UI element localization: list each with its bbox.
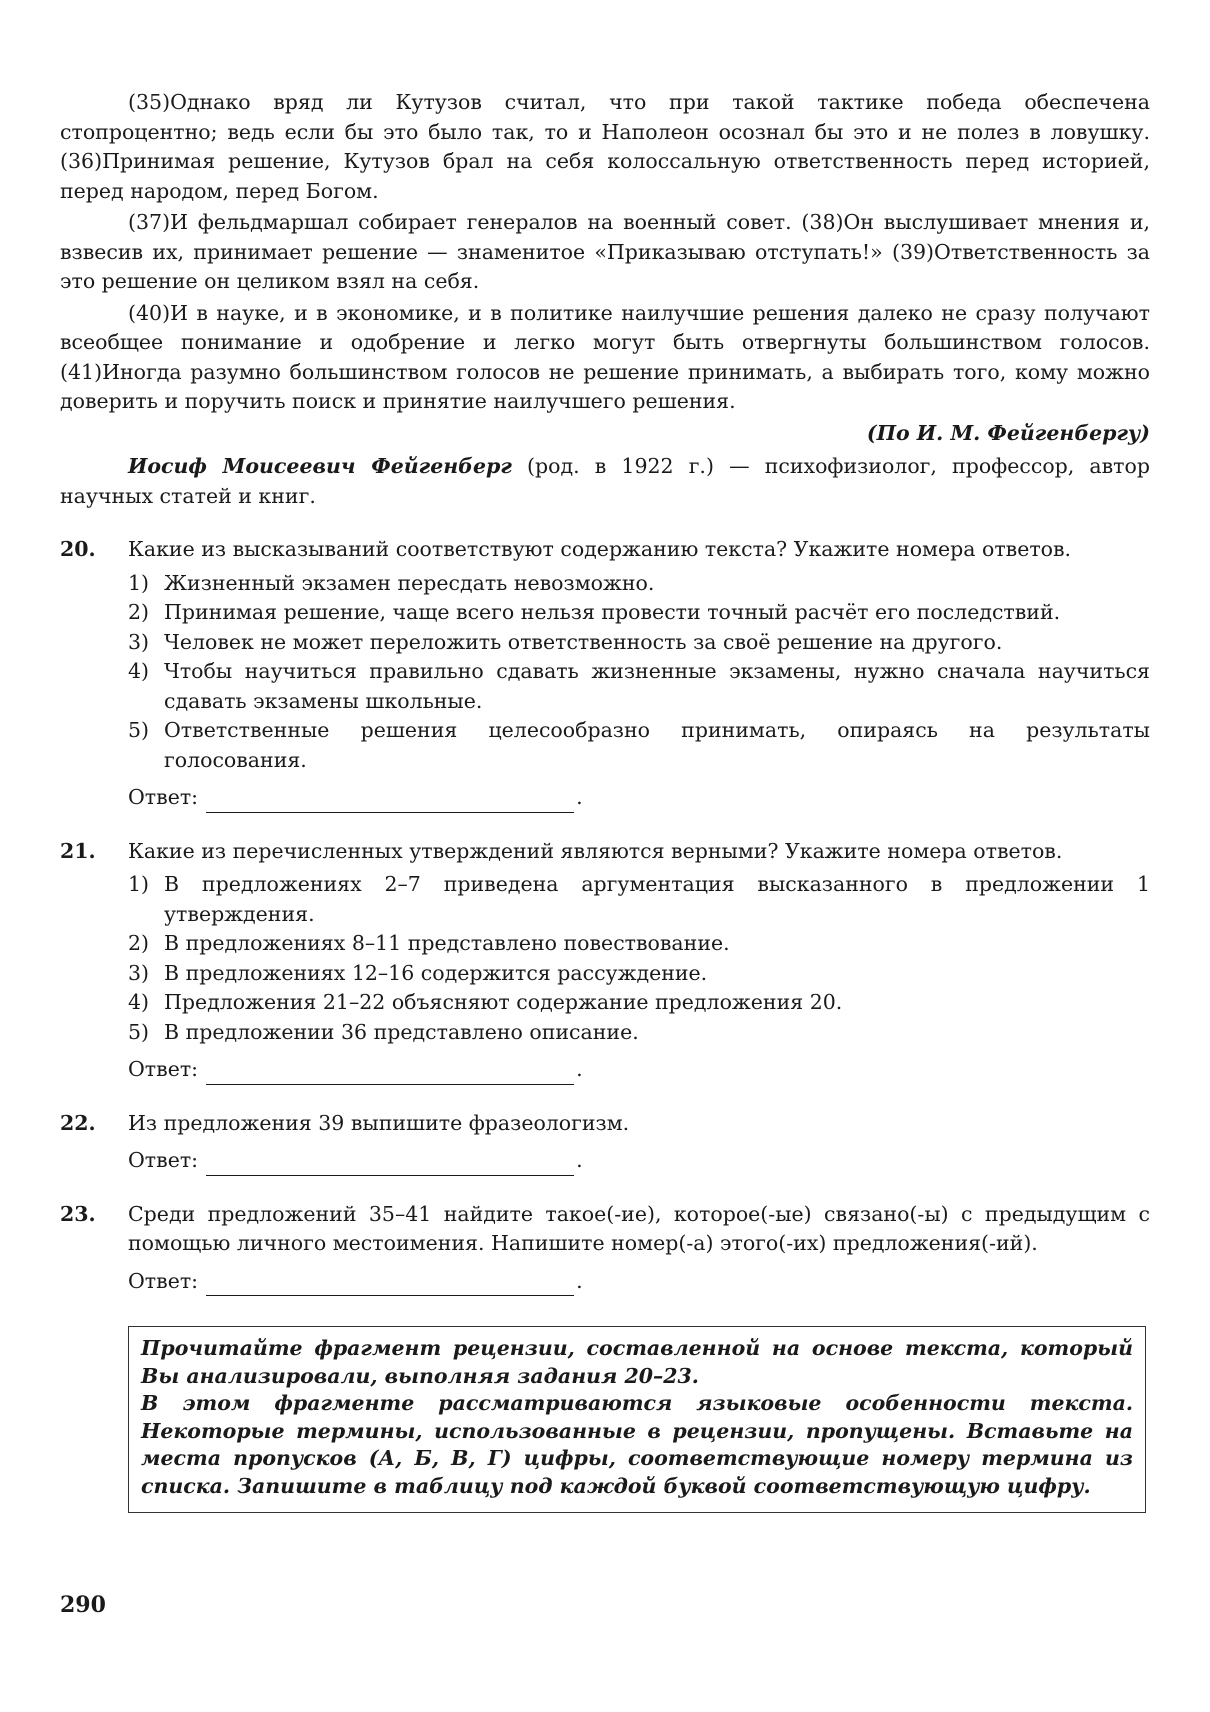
- task-question: Какие из высказываний соответствуют содержанию текста? Укажите номера ответов.: [128, 537, 1072, 561]
- instruction-box: [128, 1326, 1146, 1513]
- answer-row: Ответ: .: [128, 1055, 1150, 1085]
- option-number: 1): [128, 872, 150, 896]
- option-number: 2): [128, 931, 150, 955]
- task-23: [60, 1200, 1150, 1297]
- passage-paragraph: (40)И в науке, и в экономике, и в политике наилучшие решения далеко не сразу получают всеобщее понимание и одобрение и легко могут быть отвергнуты большинством голосов. (41)Иногда разумно большинством голосов не решение принимать, а выбирать того, кому можно доверить и поручить поиск и принятие наилучшего решения.: [60, 300, 1150, 413]
- passage-paragraph: (37)И фельдмаршал собирает генералов на военный совет. (38)Он выслушивает мнения и, взвесив их, принимает решение — знаменитое «Приказываю отступать!» (39)Ответственность за это решение он целиком взял на себя.: [60, 210, 1150, 293]
- option-text: В предложениях 8–11 представлено повествование.: [164, 931, 730, 955]
- task-number: 23.: [60, 1201, 96, 1226]
- answer-label: Ответ:: [128, 1268, 199, 1293]
- task-number: 21.: [60, 838, 96, 863]
- answer-row: Ответ: .: [128, 1146, 1150, 1176]
- option-item: [128, 988, 1150, 1018]
- page-number: 290: [60, 1592, 106, 1618]
- task-question: Какие из перечисленных утверждений являются верными? Укажите номера ответов.: [128, 838, 1063, 863]
- option-text: Принимая решение, чаще всего нельзя провести точный расчёт его последствий.: [164, 600, 1061, 624]
- option-text: В предложении 36 представлено описание.: [164, 1019, 639, 1044]
- option-item: [128, 716, 1150, 775]
- answer-blank[interactable]: [206, 790, 574, 813]
- task-20: [60, 535, 1150, 813]
- option-text: В предложениях 2–7 приведена аргументация высказанного в предложении 1 утверждения.: [164, 872, 1150, 926]
- option-number: 4): [128, 990, 150, 1014]
- author-note: [60, 452, 1150, 511]
- option-number: 4): [128, 659, 150, 683]
- task-21: [60, 837, 1150, 1085]
- option-number: 1): [128, 570, 150, 595]
- answer-label: Ответ:: [128, 785, 199, 809]
- option-text: Предложения 21–22 объясняют содержание предложения 20.: [164, 990, 843, 1014]
- answer-blank[interactable]: [206, 1062, 574, 1085]
- option-number: 3): [128, 629, 150, 654]
- answer-label: Ответ:: [128, 1057, 199, 1081]
- option-text: Ответственные решения целесообразно принимать, опираясь на результаты голосования.: [164, 718, 1150, 772]
- option-item: [128, 628, 1150, 658]
- option-number: 5): [128, 1019, 150, 1044]
- instruction-text: Прочитайте фрагмент рецензии, составленной на основе текста, который Вы анализировали, выполняя задания 20–23.: [141, 1336, 1133, 1388]
- option-item: [128, 598, 1150, 628]
- task-options: [128, 569, 1150, 776]
- author-bio: (род. в 1922 г.) — психофизиолог, профессор, автор научных статей и книг.: [60, 454, 1150, 508]
- answer-row: Ответ: .: [128, 1267, 1150, 1297]
- task-options: [128, 870, 1150, 1047]
- page-content: [60, 88, 1150, 1513]
- option-text: Человек не может переложить ответственность за своё решение на другого.: [164, 629, 1003, 654]
- option-item: [128, 657, 1150, 716]
- answer-label: Ответ:: [128, 1148, 199, 1172]
- task-question: Из предложения 39 выпишите фразеологизм.: [128, 1110, 630, 1135]
- option-number: 3): [128, 960, 150, 985]
- option-item: [128, 870, 1150, 929]
- task-number: 20.: [60, 537, 96, 561]
- task-22: [60, 1109, 1150, 1176]
- answer-blank[interactable]: [206, 1153, 574, 1176]
- option-item: [128, 1018, 1150, 1048]
- option-text: В предложениях 12–16 содержится рассуждение.: [164, 960, 708, 985]
- task-question: Среди предложений 35–41 найдите такое(-ие), которое(-ые) связано(-ы) с предыдущим с помощью личного местоимения. Напишите номер(-а) этого(-их) предложения(-ий).: [128, 1201, 1150, 1255]
- option-number: 5): [128, 718, 150, 742]
- option-item: [128, 569, 1150, 599]
- task-number: 22.: [60, 1110, 96, 1135]
- answer-row: Ответ: .: [128, 783, 1150, 813]
- option-text: Чтобы научиться правильно сдавать жизненные экзамены, нужно сначала научиться сдавать экзамены школьные.: [164, 659, 1150, 713]
- option-item: [128, 959, 1150, 989]
- instruction-text: В этом фрагменте рассматриваются языковые особенности текста. Некоторые термины, использованные в рецензии, пропущены. Вставьте на места пропусков (А, Б, В, Г) цифры, соответствующие номеру термина из списка. Запишите в таблицу под каждой буквой соответствующую цифру.: [141, 1391, 1133, 1498]
- passage-paragraph: (35)Однако вряд ли Кутузов считал, что при такой тактике победа обеспечена стопроцентно; ведь если бы это было так, то и Наполеон осознал бы это и не полез в ловушку. (36)Принимая решение, Кутузов брал на себя колоссальную ответственность перед историей, перед народом, перед Богом.: [60, 90, 1150, 203]
- option-item: [128, 929, 1150, 959]
- author-name: Иосиф Моисеевич Фейгенберг: [128, 454, 512, 478]
- passage-attribution: (По И. М. Фейгенбергу): [866, 420, 1150, 445]
- answer-blank[interactable]: [206, 1273, 574, 1296]
- option-text: Жизненный экзамен пересдать невозможно.: [164, 570, 655, 595]
- option-number: 2): [128, 600, 150, 624]
